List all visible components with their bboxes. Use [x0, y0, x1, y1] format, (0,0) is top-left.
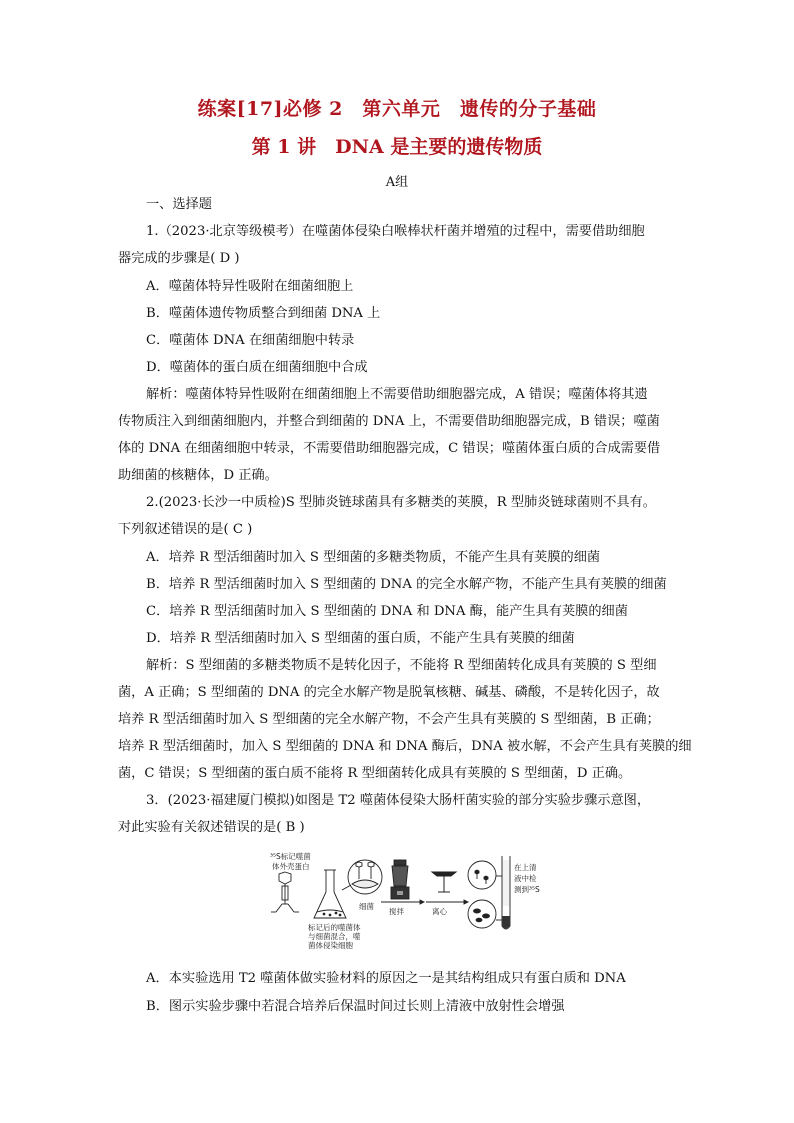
fig-label-result-2: 液中检	[514, 874, 537, 883]
q3-option-a: A．本实验选用 T2 噬菌体做实验材料的原因之一是其结构组成只有蛋白质和 DNA	[146, 971, 626, 986]
experiment-diagram	[268, 850, 540, 950]
section-heading: 一、选择题	[146, 197, 212, 212]
centrifuge-icon	[432, 872, 456, 892]
group-label: A组	[385, 175, 409, 190]
fig-label-result-3: 测到³⁵S	[514, 885, 540, 894]
flask-icon	[314, 870, 346, 918]
process-arrows	[381, 900, 468, 904]
fig-caption-line3: 菌体侵染细胞	[308, 941, 353, 950]
blender-icon	[391, 860, 409, 899]
q1-analysis-line3: 体的 DNA 在细菌细胞中转录，不需要借助细胞器完成，C 错误；噬菌体蛋白质的合成需要借	[118, 441, 661, 456]
fig-label-stir: 搅拌	[389, 907, 404, 916]
q2-analysis-line4: 培养 R 型活细菌时，加入 S 型细菌的 DNA 和 DNA 酶后，DNA 被水解，不会产生具有荚膜的细	[118, 739, 692, 754]
phage-icon	[271, 872, 299, 912]
q1-analysis-line1: 解析：噬菌体特异性吸附在细菌细胞上不需要借助细胞器完成，A 错误；噬菌体将其遗	[146, 387, 648, 402]
q2-analysis-line3: 培养 R 型活细菌时加入 S 型细菌的完全水解产物，不会产生具有荚膜的 S 型细菌，B 正确；	[118, 712, 660, 727]
q2-stem-line2: 下列叙述错误的是( C )	[118, 522, 253, 537]
q1-option-c: C．噬菌体 DNA 在细菌细胞中转录	[146, 333, 355, 348]
q2-option-b: B．培养 R 型活细菌时加入 S 型细菌的 DNA 的完全水解产物，不能产生具有荚膜的细菌	[146, 577, 667, 592]
q2-option-d: D．培养 R 型活细菌时加入 S 型细菌的蛋白质，不能产生具有荚膜的细菌	[146, 631, 575, 646]
fig-label-bacteria: 细菌	[359, 902, 374, 911]
q2-analysis-line5: 菌，C 错误；S 型细菌的蛋白质不能将 R 型细菌转化成具有荚膜的 S 型细菌，D 正确。	[118, 766, 632, 781]
result-supernatant-icon	[468, 861, 496, 889]
q2-stem-line1: 2.(2023·长沙一中质检)S 型肺炎链球菌具有多糖类的荚膜，R 型肺炎链球菌则不具有。	[146, 495, 656, 510]
q1-option-d: D．噬菌体的蛋白质在细菌细胞中合成	[146, 360, 368, 375]
fig-label-centrifuge: 离心	[432, 907, 447, 916]
q3-option-b: B．图示实验步骤中若混合培养后保温时间过长则上清液中放射性会增强	[146, 999, 565, 1014]
fig-label-labeled-protein-1: ³⁵S标记噬菌	[270, 852, 311, 861]
q1-analysis-line4: 助细菌的核糖体，D 正确。	[118, 468, 278, 483]
q2-option-a: A．培养 R 型活细菌时加入 S 型细菌的多糖类物质，不能产生具有荚膜的细菌	[146, 550, 601, 565]
result-pellet-icon	[468, 900, 496, 928]
fig-caption-line1: 标记后的噬菌体	[308, 923, 361, 932]
fig-label-labeled-protein-2: 体外壳蛋白	[272, 862, 310, 871]
q1-analysis-line2: 传物质注入到细菌细胞内，并整合到细菌的 DNA 上，不需要借助细胞器完成，B 错误；噬菌	[118, 414, 660, 429]
q1-option-b: B．噬菌体遗传物质整合到细菌 DNA 上	[146, 306, 381, 321]
fig-label-result-1: 在上清	[514, 863, 537, 872]
q2-option-c: C．培养 R 型活细菌时加入 S 型细菌的 DNA 和 DNA 酶，能产生具有荚膜的细菌	[146, 604, 628, 619]
page-title: 练案[17]必修 2 第六单元 遗传的分子基础	[197, 98, 597, 120]
q1-stem-line2: 器完成的步骤是( D )	[118, 251, 240, 266]
q2-analysis-line2: 菌，A 正确；S 型细菌的 DNA 的完全水解产物是脱氧核糖、碱基、磷酸，不是转化因子，故	[118, 685, 660, 700]
q3-stem-line1: 3．(2023·福建厦门模拟)如图是 T2 噬菌体侵染大肠杆菌实验的部分实验步骤示意图，	[146, 793, 651, 808]
magnified-infection-icon	[342, 860, 382, 894]
test-tube-icon	[496, 856, 510, 929]
page-subtitle: 第 1 讲 DNA 是主要的遗传物质	[251, 136, 543, 158]
fig-caption-line2: 与细菌混合，噬	[308, 932, 361, 941]
q1-stem-line1: 1.（2023·北京等级模考）在噬菌体侵染白喉棒状杆菌并增殖的过程中，需要借助细胞	[146, 224, 645, 239]
q2-analysis-line1: 解析：S 型细菌的多糖类物质不是转化因子，不能将 R 型细菌转化成具有荚膜的 S 型细	[146, 658, 657, 673]
q1-option-a: A．噬菌体特异性吸附在细菌细胞上	[146, 279, 354, 294]
q3-stem-line2: 对此实验有关叙述错误的是( B )	[118, 820, 305, 835]
